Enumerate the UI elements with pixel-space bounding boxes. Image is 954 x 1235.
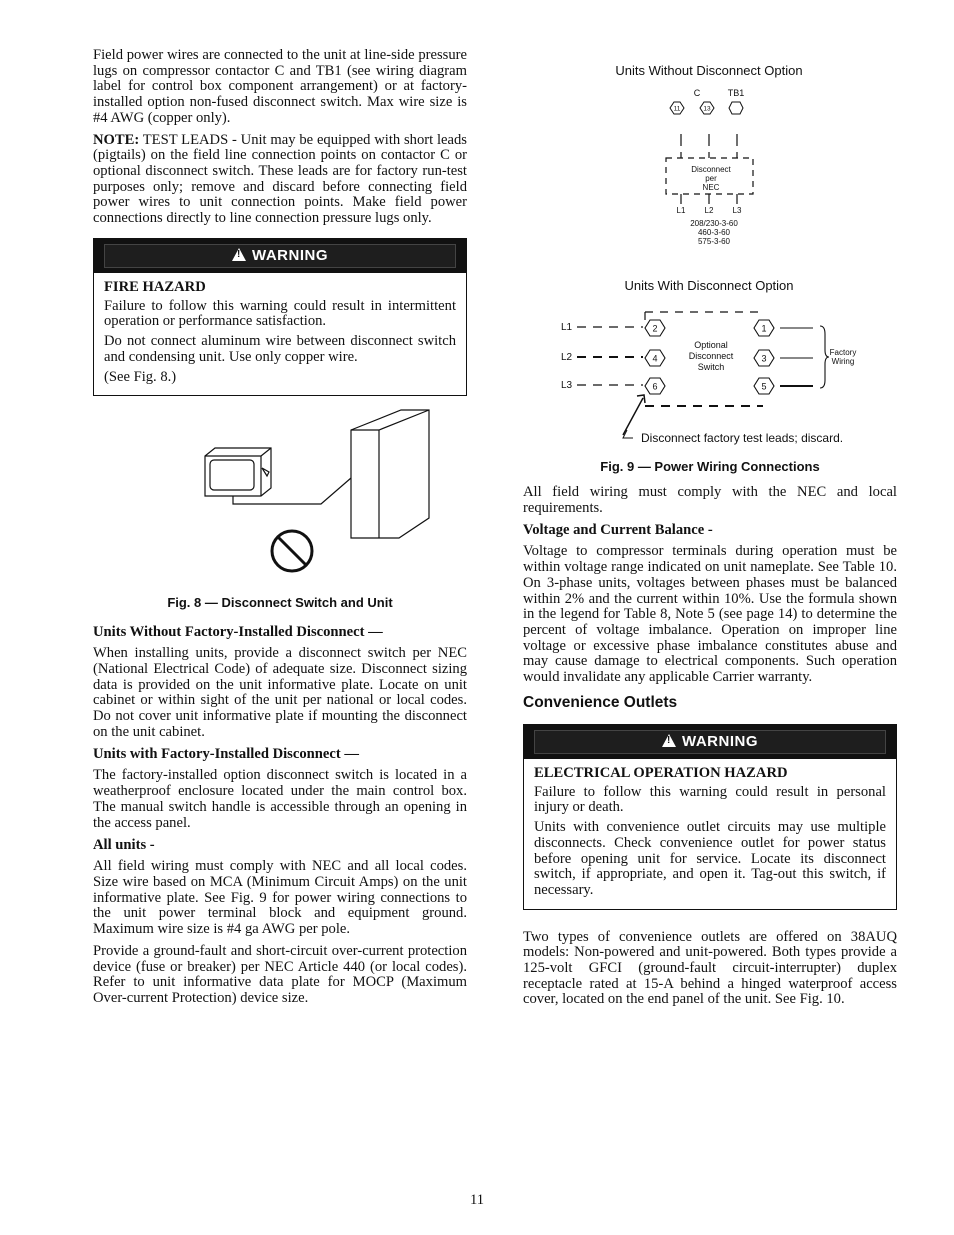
electrical-hazard-warning-box [523,724,897,910]
disconnect-label: Disconnect [691,165,731,174]
label-c: C [693,88,701,98]
terminal-11-label: 11 [673,105,681,113]
right-column [523,485,897,1014]
terminal-tb1 [729,102,743,114]
factory-wiring-brace [820,326,829,388]
warning-title: ELECTRICAL OPERATION HAZARD [534,764,788,781]
line-label-l1: L1 [676,206,686,215]
line-label-l3: L3 [732,206,742,215]
paragraph: Voltage to compressor terminals during operation must be within voltage range indicated on unit nameplate. See Table 10. On 3-phase units, voltages between phases must be balanced within 2% and the current within 10%. Use the formula shown in the legend for Table 8, Note 5 (see page 14) to determine the percent of voltage imbalance. Operation on improper line voltage or excessive phase imbalance constitutes abuse and may cause damage to electrical components. Such operation would invalidate any applicable Carrier warranty. [523,543,897,686]
fire-hazard-warning-box [93,238,467,397]
line-label-l2: L2 [704,206,714,215]
line-label-l2: L2 [561,352,573,363]
note-label: NOTE: [93,131,140,148]
page-number: 11 [469,1192,485,1208]
warning-paragraph: (See Fig. 8.) [104,368,177,385]
paragraph: When installing units, provide a disconnect switch per NEC (National Electrical Code) of adequate size. Disconnect sizing data is provided on the unit informative plate. Locate on unit cabinet or within sight of the unit per national or local codes. Do not cover unit informative plate if mounting the disconnect on the unit cabinet. [93,645,467,740]
intro-paragraph: Field power wires are connected to the unit at line-side pressure lugs on compressor contactor C and TB1 (see wiring diagram label for control box component arrangement) or at factory-installed option non-fused disconnect switch. Max wire size is #4 AWG (copper only). [93,47,467,126]
voltage-label: 575-3-60 [697,237,731,246]
arrow-icon [623,395,645,435]
warning-paragraph: Failure to follow this warning could result in intermittent operation or performance satisfaction. [104,297,456,330]
test-leads-note: Disconnect factory test leads; discard. [641,431,844,445]
paragraph: All field wiring must comply with NEC and all local codes. Size wire based on MCA (Minimum Circuit Amps) on the unit informative plate. See Fig. 9 for power wiring connections to the unit power terminal block and equipment ground. Maximum wire size is #4 ga AWG per pole. [93,858,467,938]
warning-title: FIRE HAZARD [104,278,206,295]
fig8-caption: Fig. 8 — Disconnect Switch and Unit [167,595,393,611]
factory-wiring-label: Factory [829,348,857,357]
voltage-label: 208/230-3-60 [690,219,738,228]
heading-voltage-current-balance: Voltage and Current Balance - [523,522,713,539]
warning-triangle-icon [662,734,676,747]
terminal-number: 4 [652,353,658,364]
disconnect-label: NEC [702,183,720,192]
left-column [93,48,467,1013]
warning-banner [524,725,896,759]
fig9-power-wiring-diagram [523,58,897,478]
paragraph: Provide a ground-fault and short-circuit over-current protection device (fuse or breaker) per NEC Article 440 (or local codes). Refer to unit informative data plate for MOCP (Maximum Over-current Protection) device size. [93,942,467,1006]
section-heading-convenience-outlets: Convenience Outlets [523,693,678,711]
fig9-caption: Fig. 9 — Power Wiring Connections [600,459,820,474]
paragraph: All field wiring must comply with the NEC and local requirements. [523,484,897,516]
terminal-13-label: 13 [703,105,711,113]
fig9-bottom-title: Units With Disconnect Option [624,278,794,293]
note-paragraph [93,133,467,227]
fig8-drawing [93,408,467,611]
warning-paragraph: Units with convenience outlet circuits may use multiple disconnects. Check convenience outlet for power status before opening unit for service. Locate its disconnect switch, if appropriate, and open it. Tag-out this switch, if necessary. [534,819,886,898]
warning-banner-text: WARNING [252,246,328,264]
disconnect-switch-and-unit-illustration [93,408,467,611]
voltage-label: 460-3-60 [697,228,731,237]
paragraph: Two types of convenience outlets are offered on 38AUQ models: Non-powered and unit-powered. Both types provide a 125-volt GFCI (ground-fault circuit-interrupter) duplex receptacle rated at 15-A behind a hinged waterproof access cover, located on the end panel of the unit. See Fig. 10. [523,928,897,1008]
disconnect-label: per [705,174,717,183]
terminal-number: 5 [761,381,767,392]
terminal-number: 3 [761,353,767,364]
heading-units-with-disconnect: Units with Factory-Installed Disconnect — [93,746,359,763]
switch-label: Optional [694,340,728,350]
warning-paragraph: Failure to follow this warning could result in personal injury or death. [534,783,886,816]
warning-banner-text: WARNING [682,732,758,750]
factory-wiring-label: Wiring [831,357,855,366]
switch-label: Disconnect [688,351,734,361]
heading-units-without-disconnect: Units Without Factory-Installed Disconnect — [93,624,383,641]
line-label-l1: L1 [561,322,573,333]
terminal-number: 1 [761,323,767,334]
label-tb1: TB1 [727,88,745,98]
terminal-number: 6 [652,381,658,392]
switch-label: Switch [697,362,725,372]
note-text: TEST LEADS - Unit may be equipped with short leads (pigtails) on the field line connection points on contactor C or optional disconnect switch. These leads are for factory run-test purposes only; remove and discard before connecting field power wires to unit connection points. Make field power connections directly to line connection pressure lugs only. [93,131,467,227]
paragraph: The factory-installed option disconnect switch is located in a weatherproof enclosure located under the main control box. The manual switch handle is accessible through an opening in the access panel. [93,767,467,831]
heading-all-units: All units - [93,837,155,854]
terminal-number: 2 [652,323,658,334]
warning-banner [94,239,466,273]
warning-paragraph: Do not connect aluminum wire between disconnect switch and condensing unit. Use only copper wire. [104,333,456,365]
fig9-top-title: Units Without Disconnect Option [615,63,803,78]
line-label-l3: L3 [561,380,573,391]
warning-triangle-icon [232,248,246,261]
